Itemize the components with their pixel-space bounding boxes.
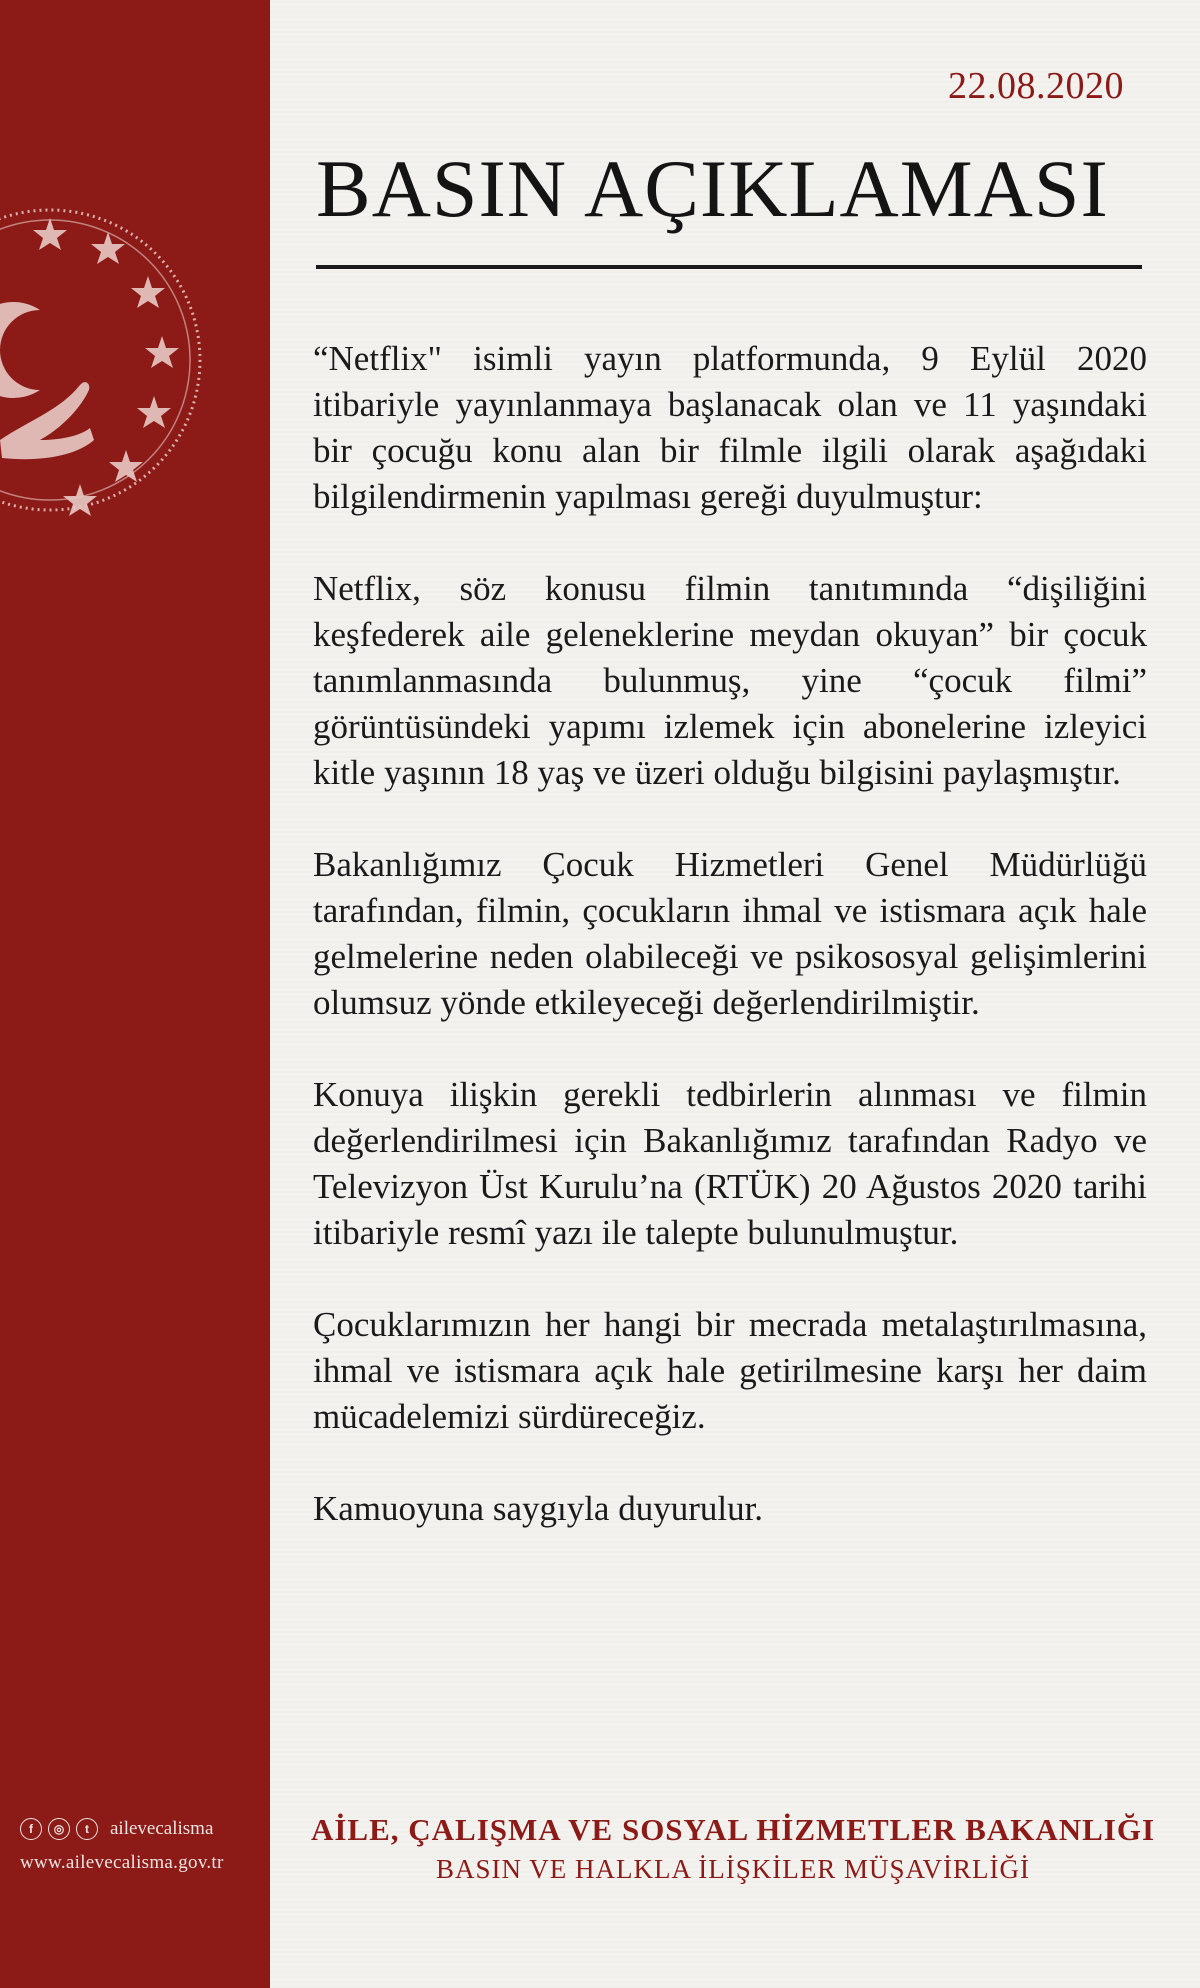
paragraph: Kamuoyuna saygıyla duyurulur.	[313, 1489, 764, 1528]
website-link[interactable]: www.ailevecalisma.gov.tr	[20, 1852, 224, 1873]
paragraph: Konuya ilişkin gerekli tedbirlerin alınması ve filmin değerlendirilmesi için Bakanlığımız tarafından Radyo ve Televizyon Üst Kurulu’na (RTÜK) 20 Ağustos 2020 tarihi itibariyle resmî yazı ile talepte bulunulmuştur.	[313, 1075, 1147, 1252]
office-name: BASIN VE HALKLA İLİŞKİLER MÜŞAVİRLİĞİ	[436, 1854, 1030, 1884]
paragraph: “Netflix" isimli yayın platformunda, 9 Eylül 2020 itibariyle yayınlanmaya başlanacak olan ve 11 yaşındaki bir çocuğu konu alan bir filmle ilgili olarak aşağıdaki bilgilendirmenin yapılması gereği duyulmuştur:	[313, 339, 1147, 516]
social-footer	[20, 1818, 260, 1874]
document-title: BASIN AÇIKLAMASI	[316, 143, 1109, 234]
ministry-name: AİLE, ÇALIŞMA VE SOSYAL HİZMETLER BAKANLIĞI	[310, 1812, 1156, 1847]
social-handle[interactable]: ailevecalisma	[110, 1818, 214, 1839]
paragraph: Netflix, söz konusu filmin tanıtımında “dişiliğini keşfederek aile geleneklerine meydan okuyan” bir çocuk tanımlanmasında bulunmuş, yine “çocuk filmi” görüntüsündeki yapımı izlemek için abonelerine izleyici kitle yaşının 18 yaş ve üzeri olduğu bilgisini paylaşmıştır.	[313, 569, 1147, 792]
sidebar	[0, 0, 270, 1988]
twitter-icon[interactable]: t	[76, 1818, 98, 1840]
paragraph: Bakanlığımız Çocuk Hizmetleri Genel Müdürlüğü tarafından, filmin, çocukların ihmal ve istismara açık hale gelmelerine neden olabileceği ve psikososyal gelişimlerini olumsuz yönde etkileyeceği değerlendirilmiştir.	[313, 845, 1147, 1022]
facebook-icon[interactable]: f	[20, 1818, 42, 1840]
paragraph: Çocuklarımızın her hangi bir mecrada metalaştırılmasına, ihmal ve istismara açık hale getirilmesine karşı her daim mücadelemizi sürdüreceğiz.	[313, 1305, 1147, 1436]
instagram-icon[interactable]: ◎	[48, 1818, 70, 1840]
social-row	[20, 1818, 260, 1840]
document-body	[313, 336, 1147, 1578]
ministry-emblem-icon	[0, 140, 210, 580]
title-divider	[316, 265, 1142, 269]
document-date: 22.08.2020	[948, 65, 1124, 107]
